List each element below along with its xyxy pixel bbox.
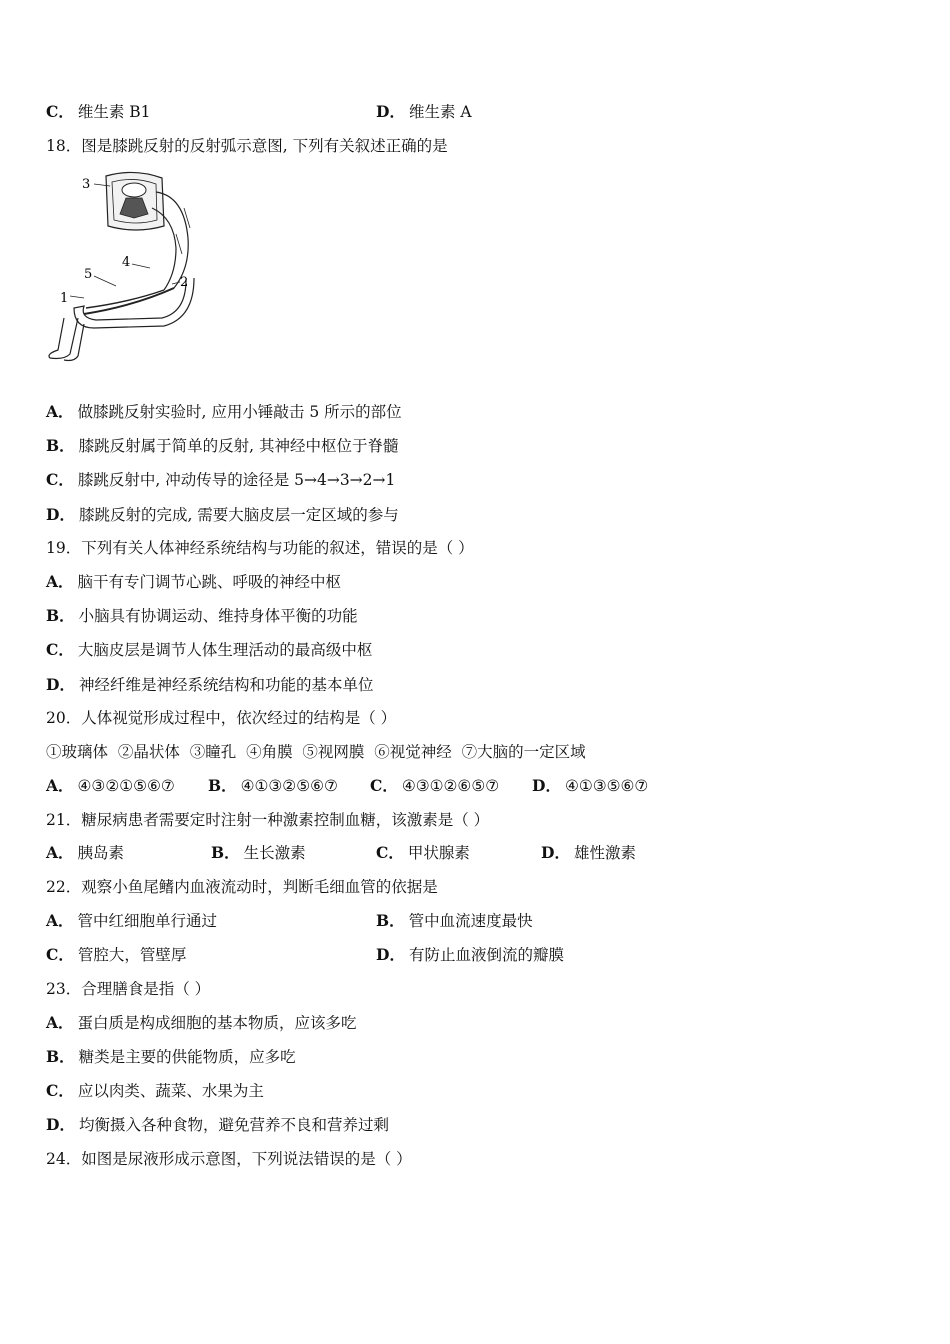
option-text: 脑干有专门调节心跳、呼吸的神经中枢 — [77, 573, 342, 591]
option-letter: C． — [46, 640, 74, 659]
figure-label-3: 3 — [82, 177, 91, 192]
option-text: 神经纤维是神经系统结构和功能的基本单位 — [78, 676, 374, 694]
option-letter: C． — [46, 1081, 74, 1100]
option-text: 均衡摄入各种食物，避免营养不良和营养过剩 — [78, 1116, 389, 1134]
q18-option-c — [46, 470, 395, 490]
option-letter: D． — [46, 675, 75, 694]
q19-option-d — [46, 675, 373, 695]
q20-option-c — [370, 776, 499, 796]
q18-option-d — [46, 505, 399, 525]
q21-option-d — [541, 843, 636, 863]
q17-option-c — [46, 102, 151, 122]
q23-option-a — [46, 1013, 357, 1033]
q18-option-a — [46, 402, 402, 422]
option-text: 膝跳反射的完成, 需要大脑皮层一定区域的参与 — [78, 506, 399, 524]
q22-option-d — [376, 945, 564, 965]
option-letter: C． — [46, 945, 74, 964]
option-letter: B． — [46, 606, 75, 625]
q19-stem: 19．下列有关人体神经系统结构与功能的叙述，错误的是（ ） — [46, 539, 474, 557]
option-text: 膝跳反射属于简单的反射, 其神经中枢位于脊髓 — [78, 437, 399, 455]
q21-option-a — [46, 843, 124, 863]
q20-option-a — [46, 776, 175, 796]
option-letter: D． — [46, 1115, 75, 1134]
q23-option-b — [46, 1047, 296, 1067]
figure-label-4: 4 — [122, 255, 131, 270]
q18-stem: 18．图是膝跳反射的反射弧示意图, 下列有关叙述正确的是 — [46, 137, 448, 155]
option-text: 蛋白质是构成细胞的基本物质，应该多吃 — [77, 1014, 357, 1032]
option-text: 管腔大，管壁厚 — [77, 946, 187, 964]
option-letter: B． — [376, 911, 405, 930]
option-text: 大脑皮层是调节人体生理活动的最高级中枢 — [77, 641, 373, 659]
option-letter: B． — [211, 843, 240, 862]
q22-option-a — [46, 911, 217, 931]
option-text: 甲状腺素 — [407, 844, 470, 862]
option-letter: D． — [532, 776, 561, 795]
option-letter: C． — [46, 470, 74, 489]
q20-option-b — [208, 776, 338, 796]
option-text: 做膝跳反射实验时, 应用小锤敲击 5 所示的部位 — [77, 403, 402, 421]
option-text: ④①③②⑤⑥⑦ — [240, 777, 338, 795]
option-letter: A． — [46, 1013, 74, 1032]
q23-option-d — [46, 1115, 389, 1135]
option-letter: D． — [376, 945, 405, 964]
q21-option-b — [211, 843, 306, 863]
option-letter: B． — [208, 776, 237, 795]
option-text: 胰岛素 — [77, 844, 125, 862]
q20-option-d — [532, 776, 648, 796]
option-text: 生长激素 — [243, 844, 306, 862]
option-text: ④③①②⑥⑤⑦ — [401, 777, 500, 795]
option-text: 膝跳反射中, 冲动传导的途径是 5→4→3→2→1 — [77, 471, 396, 489]
q17-option-d — [376, 102, 472, 122]
option-letter: B． — [46, 1047, 75, 1066]
q20-items: ①玻璃体 ②晶状体 ③瞳孔 ④角膜 ⑤视网膜 ⑥视觉神经 ⑦大脑的一定区域 — [46, 743, 586, 761]
option-text: 小脑具有协调运动、维持身体平衡的功能 — [78, 607, 358, 625]
option-text: 维生素 A — [408, 103, 472, 121]
option-letter: C． — [46, 102, 74, 121]
option-text: 雄性激素 — [573, 844, 636, 862]
option-text: 维生素 B1 — [77, 103, 151, 121]
option-text: ④③②①⑤⑥⑦ — [77, 777, 175, 795]
option-text: 糖类是主要的供能物质，应多吃 — [78, 1048, 296, 1066]
q22-option-c — [46, 945, 186, 965]
q19-option-a — [46, 572, 341, 592]
q18-option-b — [46, 436, 398, 456]
option-letter: B． — [46, 436, 75, 455]
q23-stem: 23．合理膳食是指（ ） — [46, 980, 211, 998]
q21-stem: 21．糖尿病患者需要定时注射一种激素控制血糖，该激素是（ ） — [46, 811, 490, 829]
figure-label-2: 2 — [180, 275, 189, 290]
option-letter: D． — [46, 505, 75, 524]
option-letter: A． — [46, 776, 74, 795]
q22-stem: 22．观察小鱼尾鳍内血液流动时，判断毛细血管的依据是 — [46, 878, 438, 896]
knee-reflex-figure — [44, 168, 204, 366]
option-text: 管中红细胞单行通过 — [77, 912, 218, 930]
option-letter: A． — [46, 843, 74, 862]
q22-option-b — [376, 911, 533, 931]
option-text: 应以肉类、蔬菜、水果为主 — [77, 1082, 264, 1100]
option-letter: D． — [376, 102, 405, 121]
option-letter: C． — [370, 776, 398, 795]
option-letter: C． — [376, 843, 404, 862]
option-text: 有防止血液倒流的瓣膜 — [408, 946, 564, 964]
q23-option-c — [46, 1081, 264, 1101]
q19-option-c — [46, 640, 372, 660]
option-letter: D． — [541, 843, 570, 862]
option-letter: A． — [46, 911, 74, 930]
option-text: 管中血流速度最快 — [408, 912, 533, 930]
option-letter: A． — [46, 402, 74, 421]
q24-stem: 24．如图是尿液形成示意图，下列说法错误的是（ ） — [46, 1150, 412, 1168]
figure-label-5: 5 — [84, 267, 93, 282]
option-text: ④①③⑤⑥⑦ — [564, 777, 649, 795]
q20-stem: 20．人体视觉形成过程中，依次经过的结构是（ ） — [46, 709, 397, 727]
figure-label-1: 1 — [60, 291, 69, 306]
option-letter: A． — [46, 572, 74, 591]
q19-option-b — [46, 606, 358, 626]
q21-option-c — [376, 843, 470, 863]
